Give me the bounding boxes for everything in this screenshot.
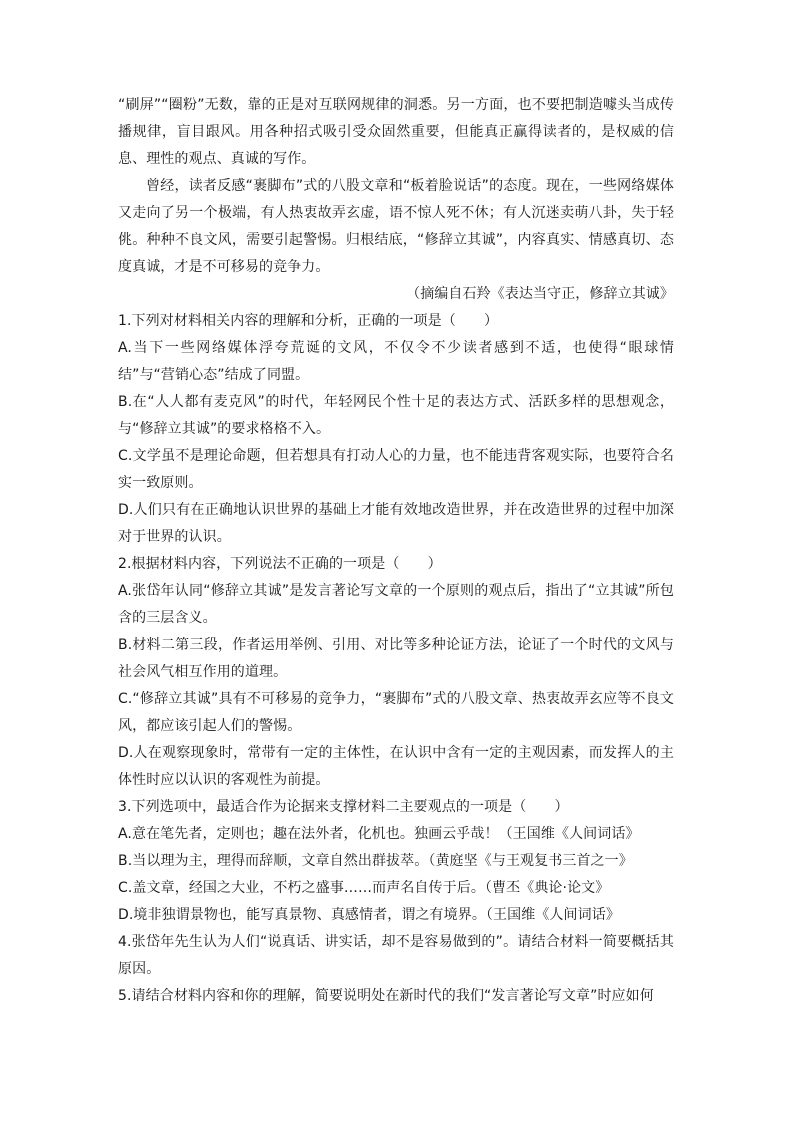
option-b: B.材料二第三段，作者运用举例、引用、对比等多种论证方法，论证了一个时代的文风与社会风气相互作用的道理。: [118, 637, 674, 680]
option-a: A.张岱年认同“修辞立其诚”是发言著论写文章的一个原则的观点后，指出了“立其诚”所包含的三层含义。: [118, 583, 674, 626]
option-a: A.意在笔先者，定则也；趣在法外者，化机也。独画云乎哉！（王国维《人间词话》: [118, 826, 640, 842]
option-a: A.当下一些网络媒体浮夸荒诞的文风，不仅令不少读者感到不适，也使得“眼球情结”与“营销心态”结成了同盟。: [118, 340, 674, 383]
passage-source: （摘编自石羚《表达当守正，修辞立其诚》: [406, 286, 674, 302]
option-d: D.境非独谓景物也，能写真景物、真感情者，谓之有境界。（王国维《人间词话》: [118, 907, 620, 923]
passage-paragraph-2: 曾经，读者反感“裹脚布”式的八股文章和“板着脸说话”的态度。现在，一些网络媒体又走向了另一个极端，有人热衷故弄玄虚，语不惊人死不休；有人沉迷卖萌八卦，失于轻佻。种种不良文风，需要引起警惕。归根结底，“修辞立其诚”，内容真实、情感真切、态度真诚，才是不可移易的竞争力。: [118, 178, 674, 275]
option-c: C.文学虽不是理论命题，但若想具有打动人心的力量，也不能违背客观实际，也要符合名实一致原则。: [118, 448, 674, 491]
question-1: [118, 308, 674, 551]
option-c: C.盖文章，经国之大业，不朽之盛事……而声名自传于后。（曹丕《典论·论文》: [118, 880, 610, 896]
document-body: [118, 92, 674, 1010]
question-stem: 4.张岱年先生认为人们“说真话、讲实话，却不是容易做到的”。请结合材料一简要概括其原因。: [118, 934, 674, 977]
option-d: D.人们只有在正确地认识世界的基础上才能有效地改造世界，并在改造世界的过程中加深对于世界的认识。: [118, 502, 674, 545]
option-c: C.“修辞立其诚”具有不可移易的竞争力，“裹脚布”式的八股文章、热衷故弄玄应等不良文风，都应该引起人们的警惕。: [118, 691, 674, 734]
question-stem: 2.根据材料内容，下列说法不正确的一项是（ ）: [118, 556, 442, 572]
option-d: D.人在观察现象时，常带有一定的主体性，在认识中含有一定的主观因素，而发挥人的主体性时应以认识的客观性为前提。: [118, 745, 674, 788]
question-3: [118, 794, 674, 929]
question-stem: 1.下列对材料相关内容的理解和分析，正确的一项是（ ）: [118, 313, 499, 329]
question-stem: 5.请结合材料内容和你的理解，简要说明处在新时代的我们“发言著论写文章”时应如何: [118, 988, 654, 1004]
question-5: [118, 983, 674, 1010]
option-b: B.当以理为主，理得而辞顺，文章自然出群拔萃。（黄庭坚《与王观复书三首之一》: [118, 853, 633, 869]
question-stem: 3.下列选项中，最适合作为论据来支撑材料二主要观点的一项是（ ）: [118, 799, 569, 815]
question-4: [118, 929, 674, 983]
option-b: B.在“人人都有麦克风”的时代，年轻网民个性十足的表达方式、活跃多样的思想观念，与“修辞立其诚”的要求格格不入。: [118, 394, 674, 437]
passage-paragraph-1: “刷屏”“圈粉”无数，靠的正是对互联网规律的洞悉。另一方面，也不要把制造噱头当成传播规律，盲目跟风。用各种招式吸引受众固然重要，但能真正赢得读者的，是权威的信息、理性的观点、真诚的写作。: [118, 97, 674, 167]
question-2: [118, 551, 674, 794]
